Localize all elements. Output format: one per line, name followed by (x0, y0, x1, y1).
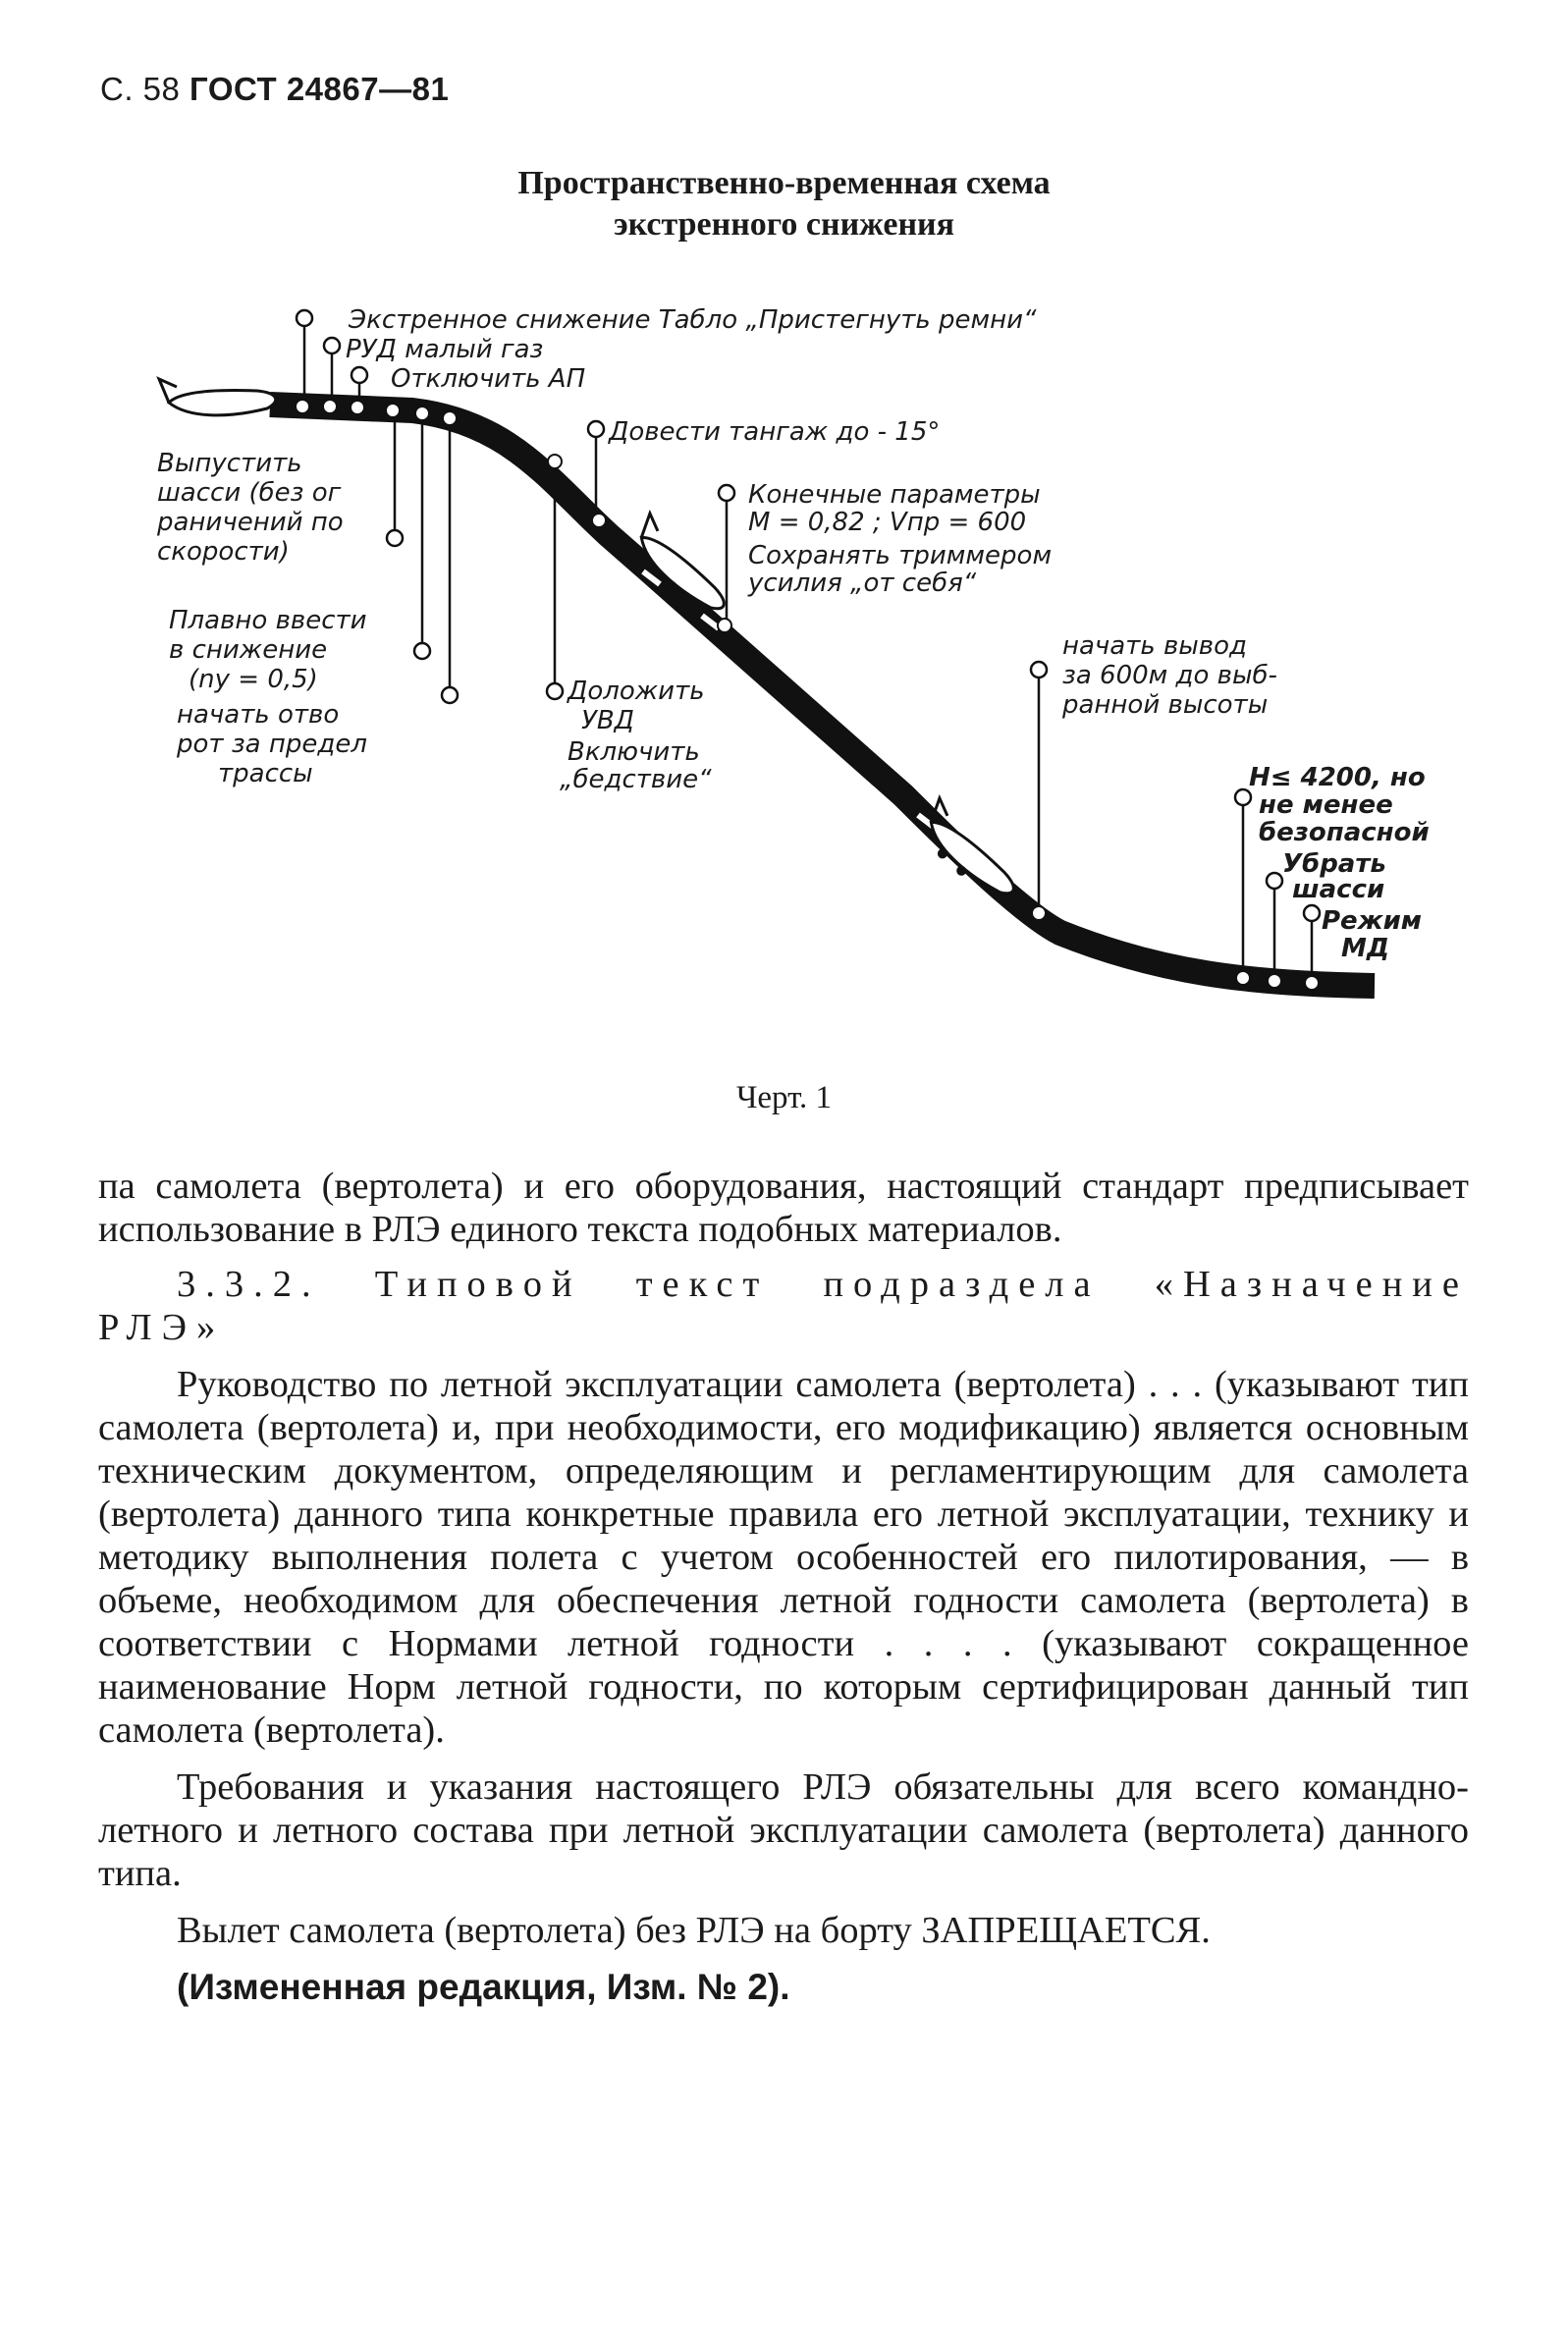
paragraph-continuation: па самолета (вертолета) и его оборудования, настоящий стандарт предписывает использование в РЛЭ единого текста подобных материалов. (98, 1166, 1469, 1250)
descent-diagram (0, 285, 1568, 1051)
event-point (548, 455, 562, 468)
label-recovery-1: начать вывод (1062, 631, 1248, 661)
event-point (386, 404, 400, 417)
label-altitude-3: безопасной (1259, 818, 1430, 847)
label-pitch: Довести тангаж до - 15° (609, 417, 941, 447)
label-smooth-entry-3: (nу = 0,5) (189, 665, 318, 694)
event-point (415, 407, 429, 420)
paragraph-requirements: Требования и указания настоящего РЛЭ обязательны для всего командно-летного и летного состава при летной эксплуатации самолета (вертолета) данного типа. (98, 1766, 1469, 1894)
event-point (718, 619, 731, 632)
label-smooth-entry-2: в снижение (169, 635, 328, 665)
label-report-4: „бедствие“ (560, 765, 712, 794)
label-gear-down-2: шасси (без ог (157, 478, 342, 508)
event-point (296, 400, 309, 413)
body-text (98, 1165, 1469, 2009)
aircraft-icon (159, 379, 276, 415)
label-autopilot-off: Отключить АП (391, 364, 586, 394)
event-point (1305, 976, 1319, 990)
label-gear-up-1: Убрать (1282, 849, 1386, 879)
label-report-1: Доложить (568, 677, 705, 706)
event-point (1268, 974, 1281, 988)
label-mode-2: МД (1341, 934, 1390, 963)
label-gear-down-1: Выпустить (157, 449, 302, 478)
label-report-3: Включить (568, 737, 700, 767)
figure-title-line1: Пространственно-временная схема (517, 165, 1051, 201)
page-number: С. 58 (100, 71, 181, 107)
figure-caption: Черт. 1 (735, 1080, 833, 1115)
label-altitude-2: не менее (1259, 790, 1393, 820)
label-final-params-2: M = 0,82 ; Vпр = 600 (748, 508, 1027, 537)
label-smooth-entry-1: Плавно ввести (169, 606, 367, 635)
label-altitude-1: H≤ 4200, но (1249, 763, 1426, 792)
label-emergency-descent: Экстренное снижение Табло „Пристегнуть ремни“ (349, 305, 1037, 335)
revision-note: (Измененная редакция, Изм. № 2). (177, 1967, 790, 2007)
label-gear-up-2: шасси (1292, 875, 1385, 904)
event-point (443, 411, 457, 425)
paragraph-purpose: Руководство по летной эксплуатации самолета (вертолета) . . . (указывают тип самолета (вертолета) и, при необходимости, его модификацию) является основным техническим документом, определяющим и регламентирующим для самолета (вертолета) данного типа конкретные правила его летной эксплуатации, технику и методику выполнения полета с учетом особенностей его пилотирования, — в объеме, необходимом для обеспечения летной годности самолета (вертолета) в соответствии с Нормами летной годности . . . . (указывают сокращенное наименование Норм летной годности, по которым сертифицирован данный тип самолета (вертолета). (98, 1364, 1469, 1751)
label-final-params-4: усилия „от себя“ (748, 569, 977, 598)
figure-title (0, 163, 1568, 245)
label-recovery-2: за 600м до выб- (1062, 661, 1277, 690)
standard-number: ГОСТ 24867—81 (189, 71, 450, 107)
label-turn-3: трассы (218, 759, 313, 788)
label-recovery-3: ранной высоты (1062, 690, 1269, 720)
label-final-params-3: Сохранять триммером (748, 541, 1053, 570)
label-turn-2: рот за предел (177, 730, 367, 759)
paragraph-prohibition: Вылет самолета (вертолета) без РЛЭ на борту ЗАПРЕЩАЕТСЯ. (177, 1910, 1211, 1951)
event-point (323, 400, 337, 413)
event-point (1032, 906, 1046, 920)
label-report-2: УВД (581, 706, 634, 735)
figure-title-line2: экстренного снижения (613, 206, 955, 243)
page-header (100, 71, 449, 108)
section-heading: 3.3.2. Типовой текст подраздела «Назначение РЛЭ» (98, 1264, 1469, 1348)
label-final-params-1: Конечные параметры (748, 480, 1041, 510)
event-point (351, 401, 364, 414)
label-gear-down-3: раничений по (157, 508, 344, 537)
label-throttle-idle: РУД малый газ (346, 335, 544, 364)
label-gear-down-4: скорости) (157, 537, 290, 567)
event-point (1236, 971, 1250, 985)
label-turn-1: начать отво (177, 700, 340, 730)
event-point (592, 514, 606, 527)
label-mode-1: Режим (1322, 906, 1423, 936)
